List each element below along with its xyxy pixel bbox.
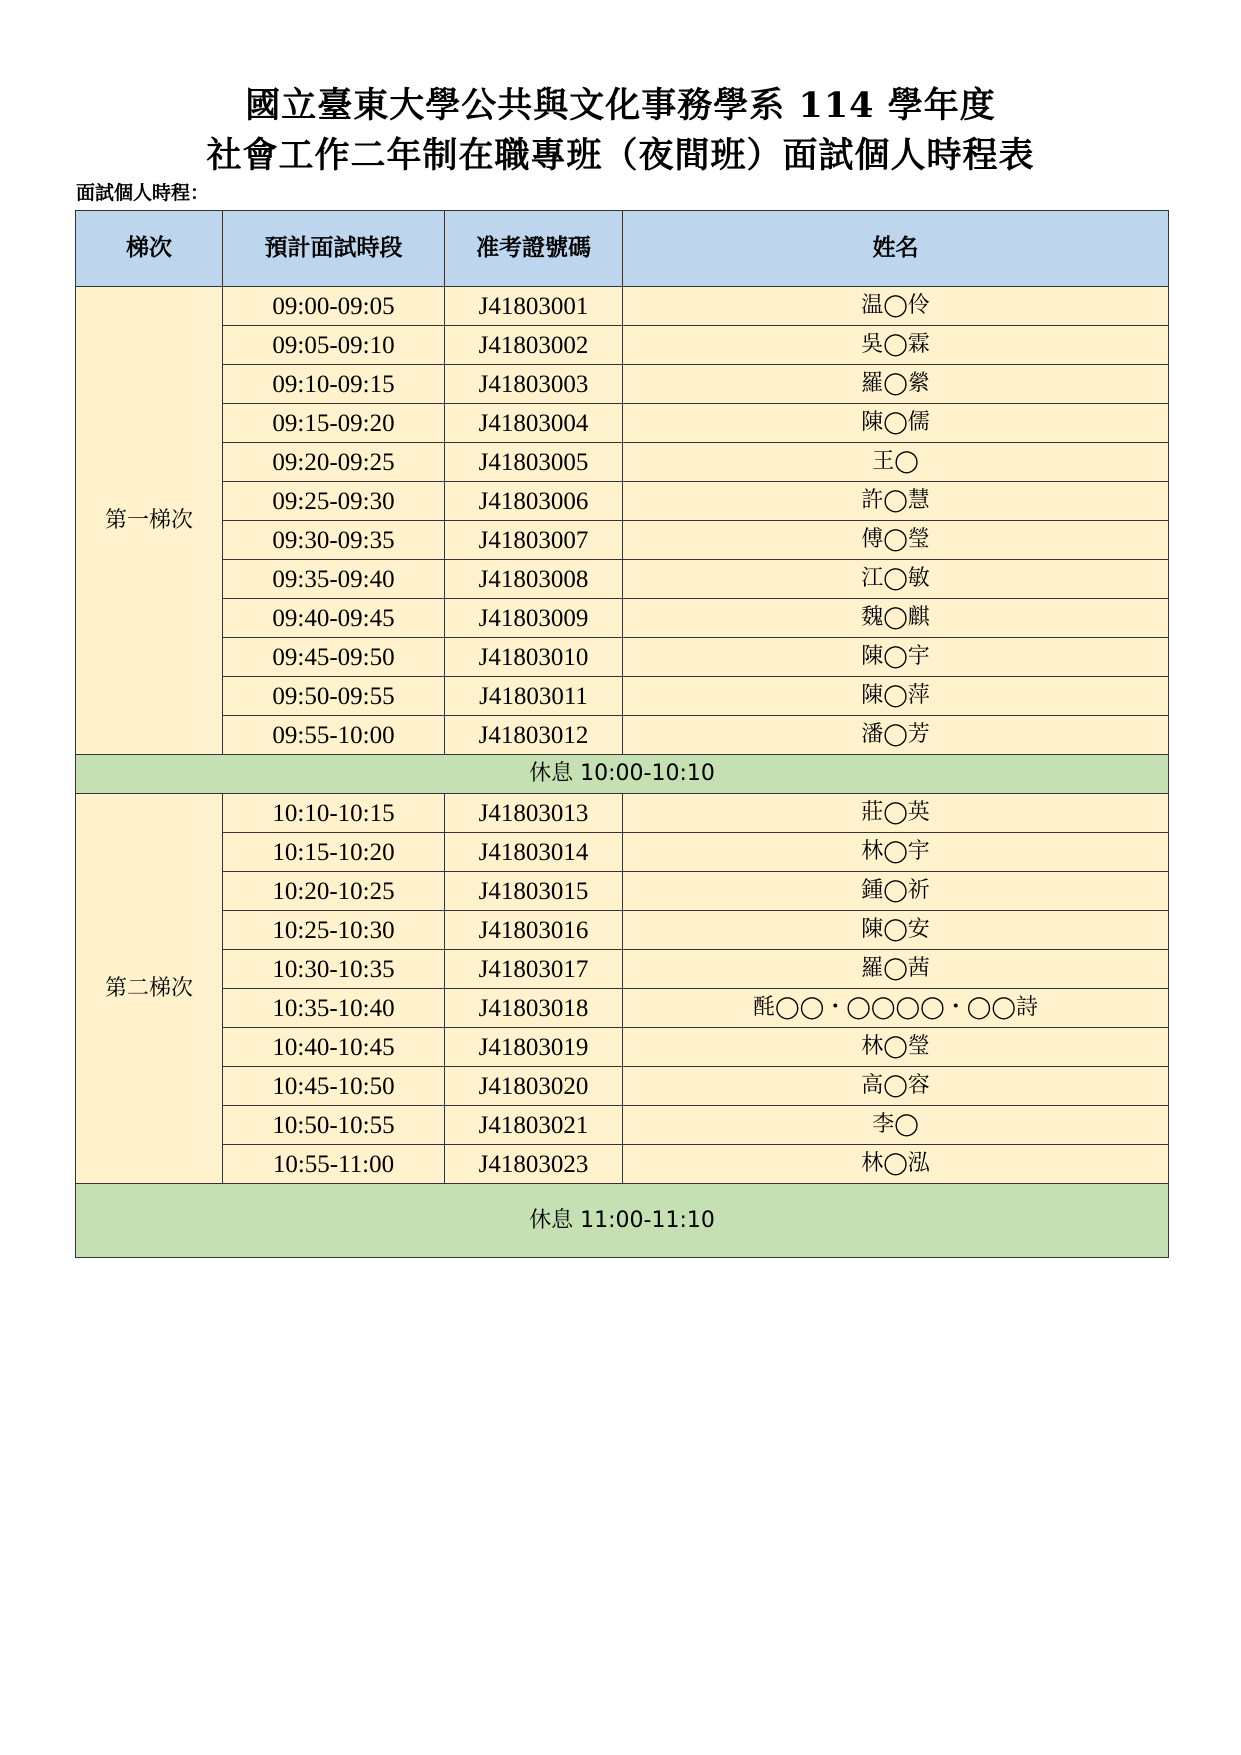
- break-label: 休息 10:00-10:10: [76, 755, 1169, 794]
- exam-number-cell: J41803019: [445, 1028, 623, 1067]
- table-header-row: [76, 211, 1169, 287]
- time-slot-cell: 09:40-09:45: [223, 599, 445, 638]
- candidate-name-cell: 潘◯芳: [623, 716, 1169, 755]
- candidate-name-cell: 王◯: [623, 443, 1169, 482]
- batch-label: 第一梯次: [76, 287, 223, 755]
- table-row: [76, 365, 1169, 404]
- time-slot-cell: 10:35-10:40: [223, 989, 445, 1028]
- time-slot-cell: 10:50-10:55: [223, 1106, 445, 1145]
- batch-label: 第二梯次: [76, 794, 223, 1184]
- table-row: [76, 833, 1169, 872]
- header-batch: 梯次: [76, 211, 223, 287]
- time-slot-cell: 09:30-09:35: [223, 521, 445, 560]
- header-name: 姓名: [623, 211, 1169, 287]
- time-slot-cell: 09:05-09:10: [223, 326, 445, 365]
- candidate-name-cell: 吳◯霖: [623, 326, 1169, 365]
- exam-number-cell: J41803014: [445, 833, 623, 872]
- table-row: [76, 521, 1169, 560]
- time-slot-cell: 10:45-10:50: [223, 1067, 445, 1106]
- exam-number-cell: J41803011: [445, 677, 623, 716]
- table-row: [76, 989, 1169, 1028]
- candidate-name-cell: 林◯瑩: [623, 1028, 1169, 1067]
- time-slot-cell: 09:50-09:55: [223, 677, 445, 716]
- table-row: [76, 872, 1169, 911]
- candidate-name-cell: 許◯慧: [623, 482, 1169, 521]
- break-label: 休息 11:00-11:10: [76, 1184, 1169, 1258]
- exam-number-cell: J41803002: [445, 326, 623, 365]
- document-title-line1: 國立臺東大學公共與文化事務學系 114 學年度: [245, 85, 996, 126]
- candidate-name-cell: 羅◯茜: [623, 950, 1169, 989]
- table-row: [76, 443, 1169, 482]
- time-slot-cell: 09:15-09:20: [223, 404, 445, 443]
- break-row: [76, 1184, 1169, 1258]
- table-row: [76, 560, 1169, 599]
- exam-number-cell: J41803020: [445, 1067, 623, 1106]
- exam-number-cell: J41803013: [445, 794, 623, 833]
- time-slot-cell: 10:30-10:35: [223, 950, 445, 989]
- time-slot-cell: 09:35-09:40: [223, 560, 445, 599]
- candidate-name-cell: 江◯敏: [623, 560, 1169, 599]
- exam-number-cell: J41803008: [445, 560, 623, 599]
- candidate-name-cell: 酕◯◯・◯◯◯◯・◯◯詩: [623, 989, 1169, 1028]
- time-slot-cell: 10:10-10:15: [223, 794, 445, 833]
- time-slot-cell: 10:40-10:45: [223, 1028, 445, 1067]
- exam-number-cell: J41803017: [445, 950, 623, 989]
- exam-number-cell: J41803003: [445, 365, 623, 404]
- exam-number-cell: J41803010: [445, 638, 623, 677]
- exam-number-cell: J41803023: [445, 1145, 623, 1184]
- exam-number-cell: J41803009: [445, 599, 623, 638]
- time-slot-cell: 09:45-09:50: [223, 638, 445, 677]
- exam-number-cell: J41803021: [445, 1106, 623, 1145]
- candidate-name-cell: 陳◯萍: [623, 677, 1169, 716]
- candidate-name-cell: 傅◯瑩: [623, 521, 1169, 560]
- exam-number-cell: J41803005: [445, 443, 623, 482]
- table-row: [76, 794, 1169, 833]
- candidate-name-cell: 陳◯宇: [623, 638, 1169, 677]
- candidate-name-cell: 羅◯縈: [623, 365, 1169, 404]
- table-row: [76, 1106, 1169, 1145]
- candidate-name-cell: 鍾◯祈: [623, 872, 1169, 911]
- exam-number-cell: J41803016: [445, 911, 623, 950]
- table-row: [76, 950, 1169, 989]
- table-row: [76, 1028, 1169, 1067]
- time-slot-cell: 09:00-09:05: [223, 287, 445, 326]
- table-row: [76, 1145, 1169, 1184]
- exam-number-cell: J41803015: [445, 872, 623, 911]
- candidate-name-cell: 林◯宇: [623, 833, 1169, 872]
- time-slot-cell: 09:20-09:25: [223, 443, 445, 482]
- table-row: [76, 287, 1169, 326]
- candidate-name-cell: 魏◯麒: [623, 599, 1169, 638]
- exam-number-cell: J41803012: [445, 716, 623, 755]
- candidate-name-cell: 高◯容: [623, 1067, 1169, 1106]
- candidate-name-cell: 温◯伶: [623, 287, 1169, 326]
- exam-number-cell: J41803006: [445, 482, 623, 521]
- exam-number-cell: J41803018: [445, 989, 623, 1028]
- table-row: [76, 404, 1169, 443]
- candidate-name-cell: 林◯泓: [623, 1145, 1169, 1184]
- header-exam-number: 准考證號碼: [445, 211, 623, 287]
- exam-number-cell: J41803004: [445, 404, 623, 443]
- time-slot-cell: 10:15-10:20: [223, 833, 445, 872]
- exam-number-cell: J41803001: [445, 287, 623, 326]
- time-slot-cell: 09:10-09:15: [223, 365, 445, 404]
- exam-number-cell: J41803007: [445, 521, 623, 560]
- header-time-slot: 預計面試時段: [223, 211, 445, 287]
- candidate-name-cell: 陳◯儒: [623, 404, 1169, 443]
- table-row: [76, 599, 1169, 638]
- table-row: [76, 716, 1169, 755]
- schedule-table: [75, 210, 1169, 1258]
- table-row: [76, 1067, 1169, 1106]
- candidate-name-cell: 李◯: [623, 1106, 1169, 1145]
- time-slot-cell: 10:55-11:00: [223, 1145, 445, 1184]
- table-row: [76, 326, 1169, 365]
- document-title-line2: 社會工作二年制在職專班（夜間班）面試個人時程表: [206, 135, 1035, 176]
- schedule-body: [76, 287, 1169, 1258]
- table-row: [76, 911, 1169, 950]
- table-row: [76, 482, 1169, 521]
- table-row: [76, 677, 1169, 716]
- time-slot-cell: 09:55-10:00: [223, 716, 445, 755]
- time-slot-cell: 10:25-10:30: [223, 911, 445, 950]
- time-slot-cell: 10:20-10:25: [223, 872, 445, 911]
- break-row: [76, 755, 1169, 794]
- section-label: 面試個人時程：: [76, 182, 210, 204]
- candidate-name-cell: 陳◯安: [623, 911, 1169, 950]
- table-row: [76, 638, 1169, 677]
- candidate-name-cell: 莊◯英: [623, 794, 1169, 833]
- time-slot-cell: 09:25-09:30: [223, 482, 445, 521]
